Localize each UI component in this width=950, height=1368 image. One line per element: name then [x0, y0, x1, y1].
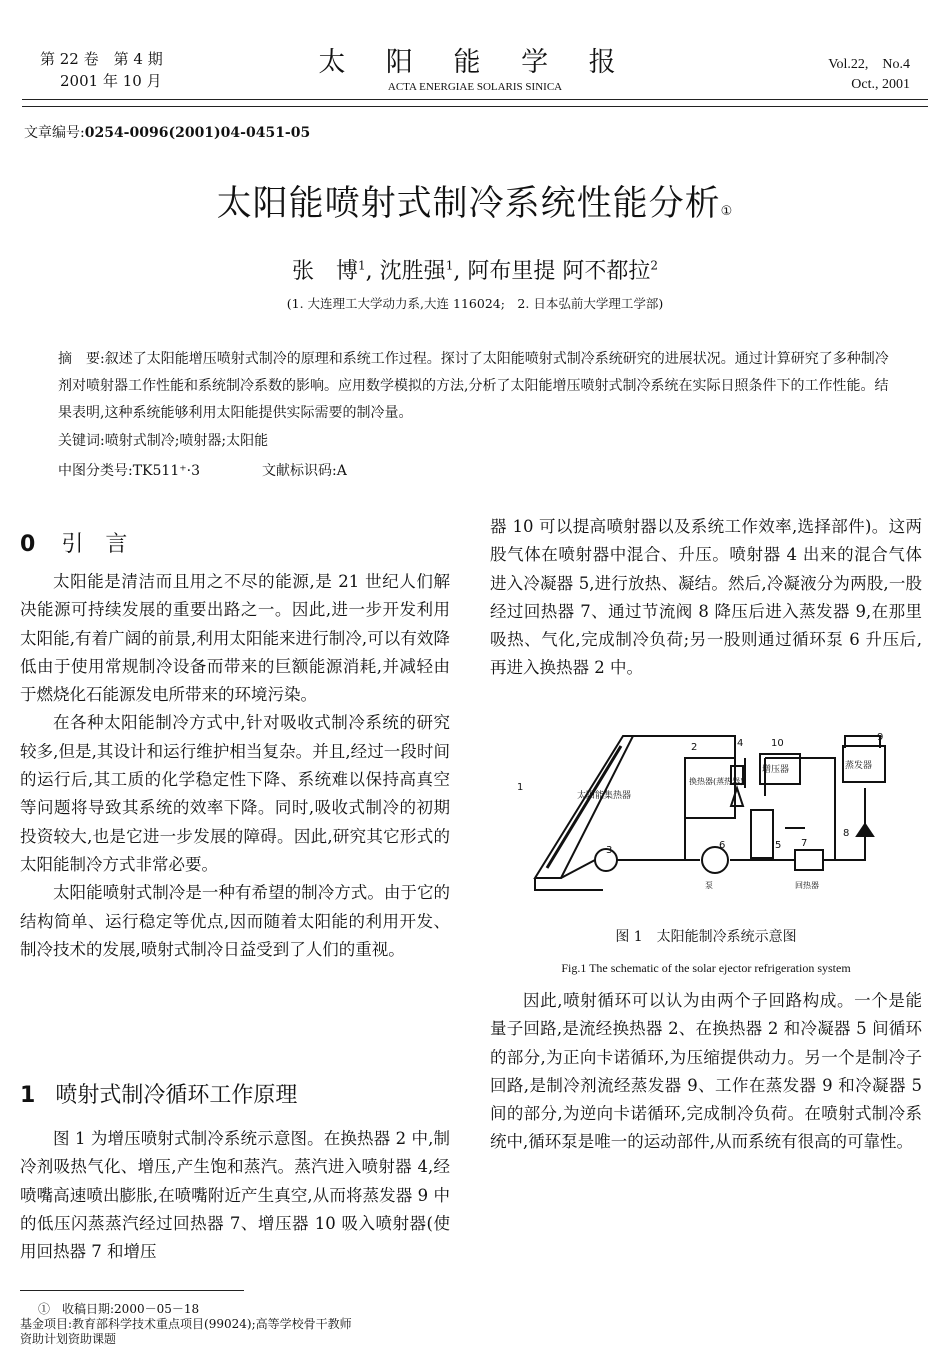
principle-text-continued [490, 513, 922, 683]
label-10: 10 [771, 738, 784, 749]
label-9: 9 [877, 732, 884, 743]
funding-line-1: 基金项目:教育部科学技术重点项目(99024);高等学校骨干教师 [20, 1317, 352, 1331]
author-list [0, 254, 950, 285]
document-code: 文献标识码:A [261, 463, 347, 479]
label-2: 2 [691, 742, 698, 753]
volume-issue-cn: 第 22 卷 第 4 期 [40, 50, 163, 68]
label-regenerator: 回热器 [795, 881, 819, 890]
author-name: 张 博 [292, 259, 359, 284]
subloop-text [490, 987, 922, 1157]
label-8: 8 [843, 828, 850, 839]
article-number [24, 122, 310, 142]
label-5: 5 [775, 840, 782, 851]
journal-masthead [0, 40, 950, 93]
label-1: 1 [517, 782, 524, 793]
header-rule [22, 99, 928, 107]
condenser [751, 810, 773, 858]
paragraph: 太阳能喷射式制冷是一种有希望的制冷方式。由于它的结构简单、运行稳定等优点,因而随着太阳能的利用开发、制冷技术的发展,喷射式制冷日益受到了人们的重视。 [20, 883, 450, 959]
article-number-value: 0254-0096(2001)04-0451-05 [84, 125, 311, 141]
section-title: 喷射式制冷循环工作原理 [55, 1083, 298, 1108]
journal-title-cn: 太 阳 能 学 报 [318, 47, 632, 78]
section-heading-0 [20, 527, 127, 558]
paper-title [0, 176, 950, 226]
label-booster: 增压器 [762, 765, 790, 775]
journal-title-en: ACTA ENERGIAE SOLARIS SINICA [387, 81, 563, 93]
paragraph: 因此,喷射循环可以认为由两个子回路构成。一个是能量子回路,是流经换热器 2、在换热器 2 和冷凝器 5 间循环的部分,为正向卡诺循环,为压缩提供动力。另一个是制冷子回路,是制冷剂流经蒸发器 9、工作在蒸发器 9 和冷凝器 5 间的部分,为逆向卡诺循环,完成制冷负荷。在喷射式制冷系统中,循环泵是唯一的运动部件,从而系统有很高的可靠性。 [490, 991, 922, 1152]
heat-exchanger [685, 758, 735, 818]
affiliations: (1. 大连理工大学动力系,大连 116024; 2. 日本弘前大学理工学部) [286, 296, 664, 311]
paper-title-text: 太阳能喷射式制冷系统性能分析 [216, 184, 721, 224]
author-affil-mark: 2 [650, 258, 658, 273]
date-en: Oct., 2001 [851, 77, 910, 92]
label-6: 6 [719, 840, 726, 851]
author-affil-mark: 1 [445, 258, 454, 273]
intro-text [20, 568, 450, 964]
article-number-label: 文章编号: [24, 125, 85, 141]
author-separator: , [365, 259, 373, 284]
paragraph: 太阳能是清洁而且用之不尽的能源,是 21 世纪人们解决能源可持续发展的重要出路之一。因此,进一步开发利用太阳能,有着广阔的前景,利用太阳能来进行制冷,可以有效降低由于使用常规制冷设备而带来的巨额能源消耗,并减轻由于燃烧化石能源发电所带来的环境污染。 [20, 572, 450, 705]
paragraph: 器 10 可以提高喷射器以及系统工作效率,选择部件)。这两股气体在喷射器中混合、升压。喷射器 4 出来的混合气体进入冷凝器 5,进行放热、凝结。然后,冷凝液分为两股,一股经过回热器 7、通过节流阀 8 降压后进入蒸发器 9,在那里吸热、气化,完成制冷负荷;另一股则通过循环泵 6 升压后,再进入换热器 2 中。 [490, 517, 922, 678]
label-4: 4 [737, 738, 744, 749]
title-footnote-mark: ① [720, 204, 734, 219]
received-date: ① 收稿日期:2000－05－18 [38, 1302, 200, 1316]
label-3: 3 [606, 845, 613, 856]
classification-line [58, 460, 347, 480]
footnote [20, 1302, 352, 1347]
footnote-rule [20, 1290, 244, 1291]
author-name: 沈胜强 [379, 259, 446, 284]
section-heading-1 [20, 1078, 297, 1109]
paragraph: 在各种太阳能制冷方式中,针对吸收式制冷系统的研究较多,但是,其设计和运行维护相当复杂。并且,经过一段时间的运行后,其工质的化学稳定性下降、系统难以保持高真空等问题将导致其系统的效率下降。同时,吸收式制冷的初期投资较大,也是它进一步发展的障碍。因此,研究其它形式的太阳能制冷方式非常必要。 [20, 713, 450, 874]
author-separator: , [453, 259, 461, 284]
funding-line-2: 资助计划资助课题 [20, 1332, 117, 1346]
abstract: 摘 要:叙述了太阳能增压喷射式制冷的原理和系统工作过程。探讨了太阳能喷射式制冷系统研究的进展状况。通过计算研究了多种制冷剂对喷射器工作性能和系统制冷系数的影响。应用数学模拟的方法,分析了太阳能增压喷射式制冷系统在实际日照条件下的工作性能。结果表明,这种系统能够利用太阳能提供实际需要的制冷量。 [58, 351, 889, 421]
volume-issue-en: Vol.22, No.4 [828, 57, 910, 72]
principle-text [20, 1125, 450, 1266]
figure-caption-cn: 图 1 太阳能制冷系统示意图 [615, 929, 797, 945]
author-affil-mark: 1 [358, 258, 366, 273]
label-pump: 泵 [705, 881, 713, 890]
label-heat-exchanger: 换热器(蒸热器) [689, 777, 744, 786]
journal-issue-info-en [828, 55, 910, 95]
label-7: 7 [801, 838, 808, 849]
section-number: 0 [20, 532, 36, 557]
system-schematic-figure [505, 728, 925, 908]
section-title: 引 言 [61, 532, 128, 557]
figure-caption-en: Fig.1 The schematic of the solar ejector refrigeration system [561, 961, 851, 975]
author-name: 阿布里提 阿不都拉 [467, 259, 651, 284]
section-number: 1 [20, 1083, 36, 1108]
keywords: 关键词:喷射式制冷;喷射器;太阳能 [58, 433, 269, 449]
label-collector: 太阳能集热器 [577, 791, 632, 801]
regenerator [795, 850, 823, 870]
label-evaporator: 蒸发器 [845, 761, 873, 771]
date-cn: 2001 年 10 月 [60, 72, 162, 90]
paragraph: 图 1 为增压喷射式制冷系统示意图。在换热器 2 中,制冷剂吸热气化、增压,产生饱和蒸汽。蒸汽进入喷射器 4,经喷嘴高速喷出膨胀,在喷嘴附近产生真空,从而将蒸发器 9 中的低压闪蒸蒸汽经过回热器 7、增压器 10 吸入喷射器(使用回热器 7 和增压 [20, 1129, 450, 1262]
classification-number: 中图分类号:TK511⁺·3 [58, 463, 200, 479]
